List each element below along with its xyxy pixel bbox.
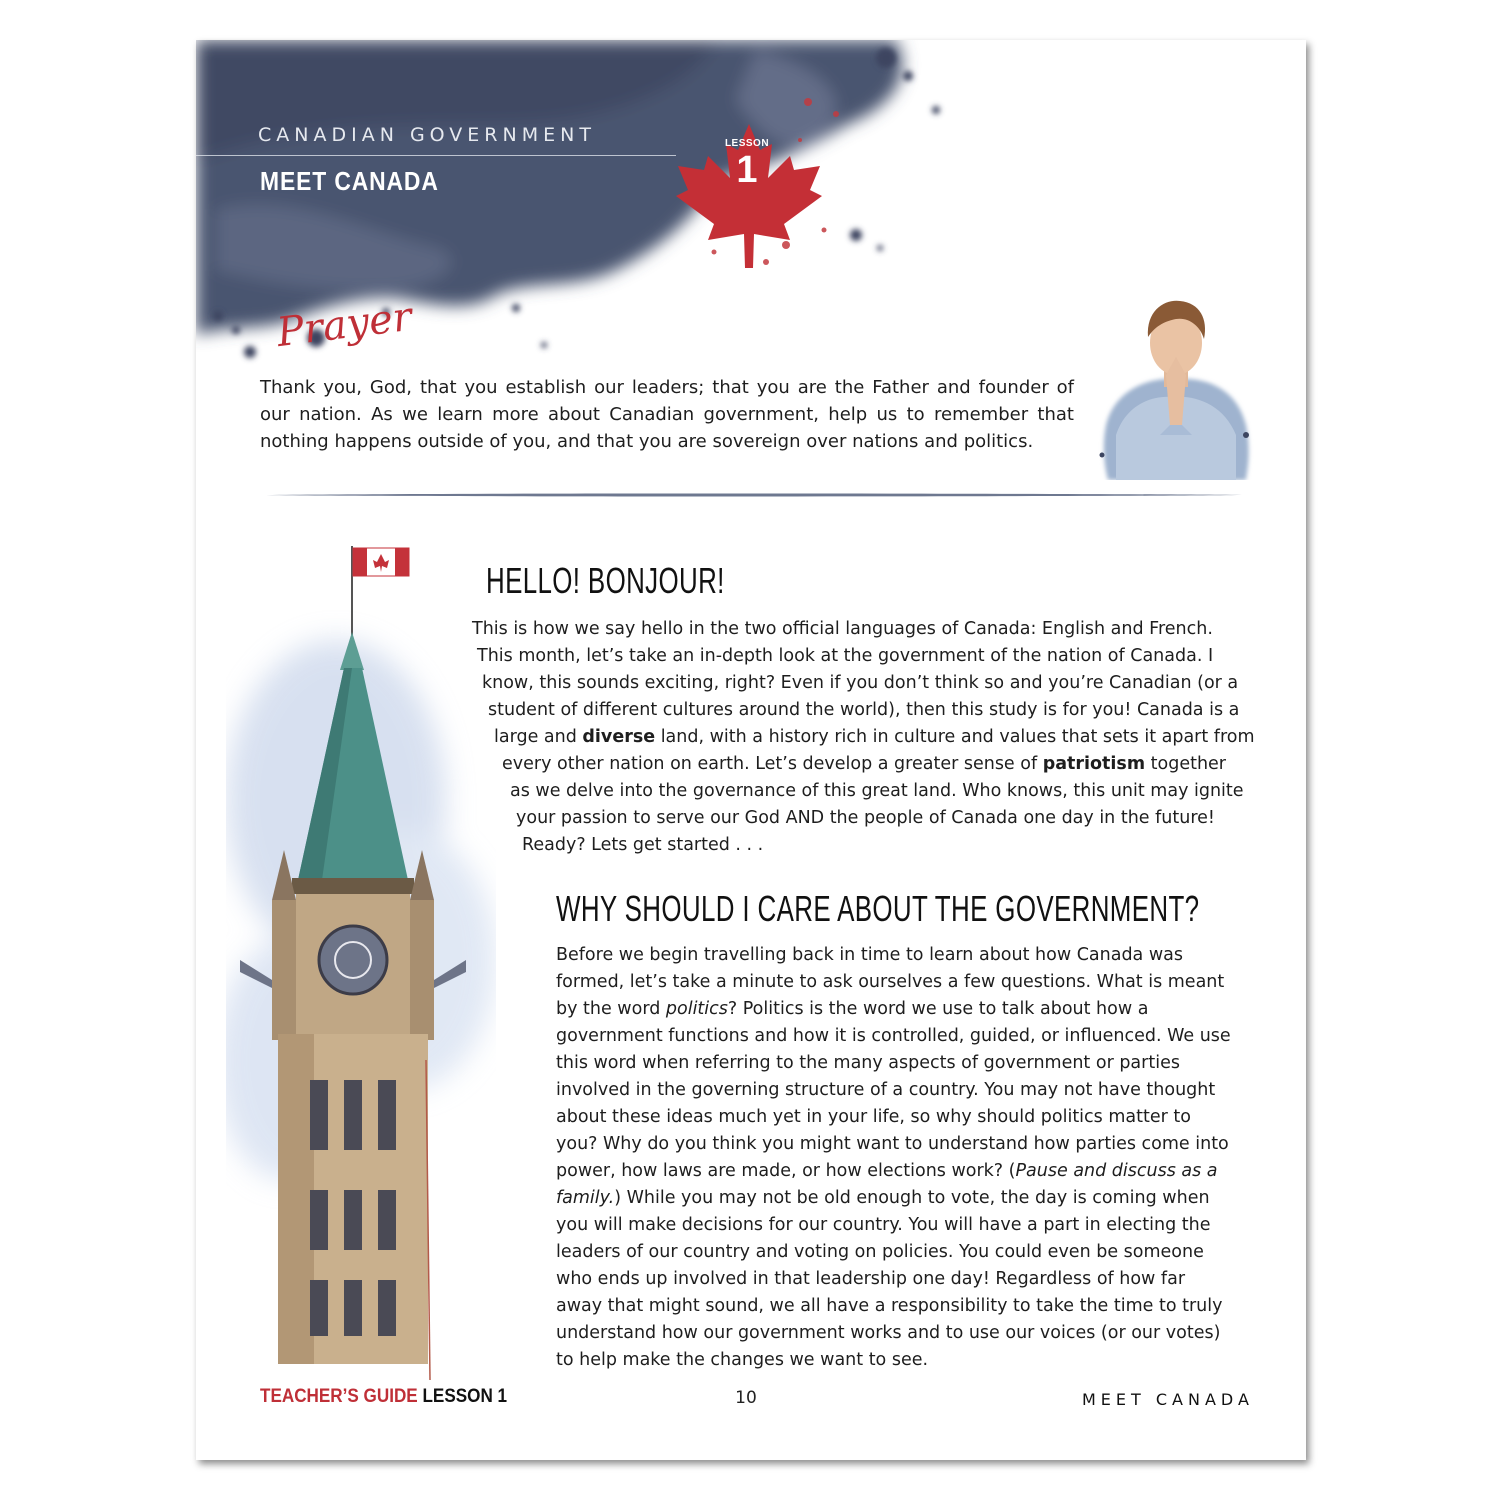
hello-line: student of different cultures around the world), then this study is for you! Canada is a [488,700,1240,720]
hello-line: large and diverse land, with a history rich in culture and values that sets it apart from [494,727,1255,747]
hello-line: your passion to serve our God AND the people of Canada one day in the future! [516,808,1215,828]
footer-guide-label: TEACHER’S GUIDE LESSON 1 [260,1386,508,1407]
keyword-diverse: diverse [582,727,656,747]
lesson-badge-number: 1 [736,149,758,191]
hello-line: This month, let’s take an in-depth look at the government of the nation of Canada. I [477,646,1214,666]
keyword-patriotism: patriotism [1042,754,1146,774]
lesson-title: MEET CANADA [260,166,439,196]
footer-running-title: MEET CANADA [1082,1390,1254,1409]
series-rule [196,155,676,156]
lesson-badge-label: LESSON [724,138,770,149]
hello-heading: HELLO! BONJOUR! [486,560,725,601]
hello-line: This is how we say hello in the two official languages of Canada: English and French. [472,619,1213,639]
peace-tower-illustration [226,540,496,1380]
series-title: CANADIAN GOVERNMENT [258,124,596,146]
prayer-text: Thank you, God, that you establish our leaders; that you are the Father and founder of our nation. As we learn more about Canadian government, help us to remember that nothing happens outside of you, and that you are sovereign over nations and politics. [260,377,1074,452]
hello-line: every other nation on earth. Let’s develop a greater sense of patriotism together [502,754,1226,774]
hello-line: Ready? Lets get started . . . [522,835,764,855]
hello-line: know, this sounds exciting, right? Even if you don’t think so and you’re Canadian (or a [482,673,1239,693]
prayer-heading: Prayer [274,293,415,356]
praying-boy-illustration [1096,285,1256,480]
page-number: 10 [735,1388,757,1408]
workbook-page [196,40,1306,1460]
why-paragraph: Before we begin travelling back in time to learn about how Canada was formed, let’s take a minute to ask ourselves a few questions. What is meant by the word politics? Politics is the word we use to talk about how a government functions and how it is controlled, guided, or influenced. We use this word when referring to the many aspects of government or parties involved in the governing structure of a country. You may not have thought about these ideas much yet in your life, so why should politics matter to you? Why do you think you might want to understand how parties come into power, how laws are made, or how elections work? (Pause and discuss as a family.) While you may not be old enough to vote, the day is coming when you will make decisions for our country. You will have a part in electing the leaders of our country and voting on policies. You could even be someone who ends up involved in that leadership one day! Regardless of how far away that might sound, we all have a responsibility to take the time to truly understand how our government works and to use our voices (or our votes) to help make the changes we want to see. [556,945,1231,1370]
section-divider [260,492,1242,498]
why-heading: WHY SHOULD I CARE ABOUT THE GOVERNMENT? [556,888,1200,929]
hello-line: as we delve into the governance of this great land. Who knows, this unit may ignite [510,781,1244,801]
